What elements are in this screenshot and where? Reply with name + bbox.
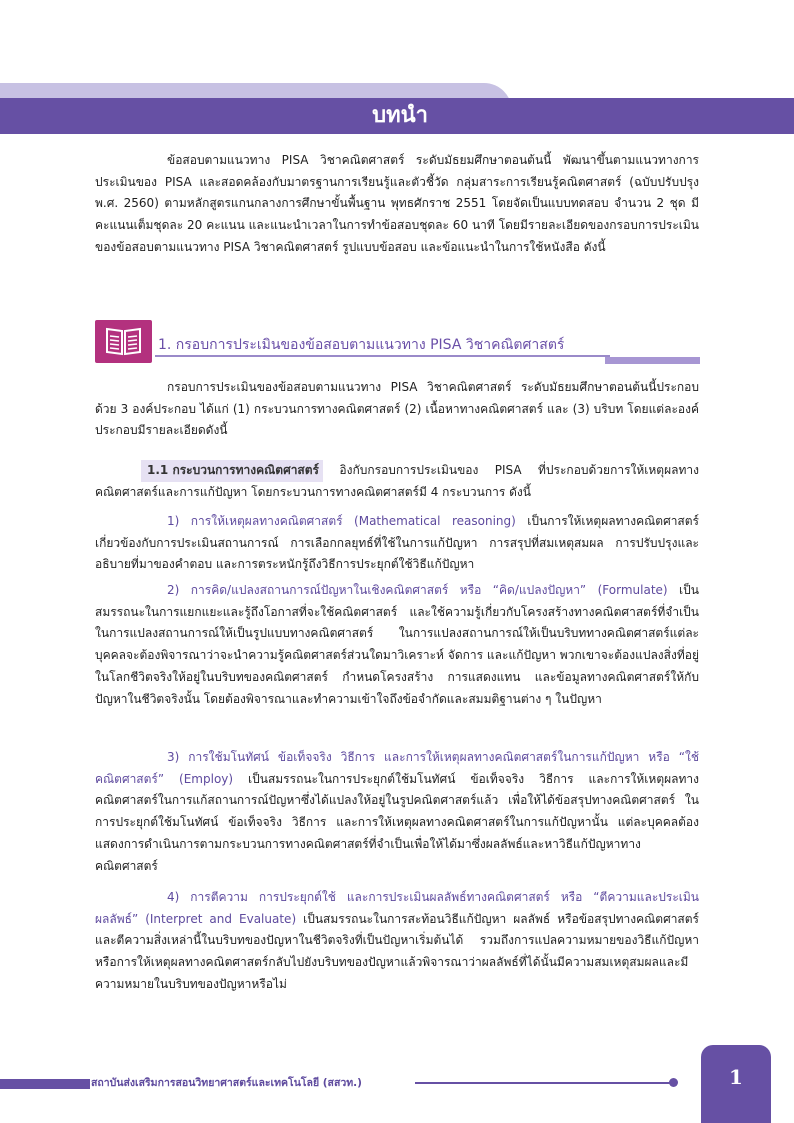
section1-paragraph bbox=[95, 377, 699, 442]
process-4-text: เป็นสมรรถนะในการสะท้อนวิธีแก้ปัญหา ผลลัพธ์ หรือข้อสรุปทางคณิตศาสตร์ และตีความสิ่งเหล่านี้ในบริบทของปัญหาในชีวิตจริงที่เป็นปัญหาเริ่มต้นได้ รวมถึงการแปลความหมายของวิธีแก้ปัญหาหรือการให้เหตุผลทางคณิตศาสตร์กลับไปยังบริบทของปัญหาแล้วพิจารณาว่าผลลัพธ์ที่ได้นั้นมีความสมเหตุสมผลและมีความหมายในบริบทของปัญหาหรือไม่ bbox=[95, 911, 699, 991]
process-2 bbox=[95, 580, 699, 710]
section1-text: กรอบการประเมินของข้อสอบตามแนวทาง PISA วิชาคณิตศาสตร์ ระดับมัธยมศึกษาตอนต้นนี้ประกอบด้วย 3 องค์ประกอบ ได้แก่ (1) กระบวนการทางคณิตศาสตร์ (2) เนื้อหาทางคณิตศาสตร์ และ (3) บริบท โดยแต่ละองค์ประกอบมีรายละเอียดดังนี้ bbox=[95, 380, 699, 438]
process-1-text: เป็นการให้เหตุผลทางคณิตศาสตร์เกี่ยวข้องกับการประเมินสถานการณ์ การเลือกกลยุทธ์ที่ใช้ในการแก้ปัญหา การสรุปที่สมเหตุสมผล การปรับปรุงและอธิบายที่มาของคำตอบ และการตระหนักรู้ถึงวิธีการประยุกต์ใช้วิธีแก้ปัญหา bbox=[95, 514, 699, 572]
process-4-heading: 4) การตีความ การประยุกต์ใช้ และการประเมินผลลัพธ์ทางคณิตศาสตร์ หรือ “ตีความและประเมินผลลัพธ์” (Interpret and Evaluate) bbox=[95, 890, 699, 926]
page-number: 1 bbox=[729, 1065, 743, 1089]
process-4 bbox=[95, 887, 699, 996]
intro-paragraph bbox=[95, 150, 699, 259]
footer-organization: สถาบันส่งเสริมการสอนวิทยาศาสตร์และเทคโนโลยี (สสวท.) bbox=[91, 1077, 362, 1089]
footer-dot bbox=[669, 1078, 678, 1087]
process-1-heading: 1) การให้เหตุผลทางคณิตศาสตร์ (Mathematical reasoning) bbox=[167, 514, 516, 528]
section-header bbox=[95, 320, 700, 368]
subsection-text: อิงกับกรอบการประเมินของ PISA ที่ประกอบด้วยการให้เหตุผลทางคณิตศาสตร์และการแก้ปัญหา โดยกระบวนการทางคณิตศาสตร์มี 4 กระบวนการ ดังนี้ bbox=[95, 463, 699, 499]
subsection-tag bbox=[141, 460, 323, 482]
intro-text: ข้อสอบตามแนวทาง PISA วิชาคณิตศาสตร์ ระดับมัธยมศึกษาตอนต้นนี้ พัฒนาขึ้นตามแนวทางการประเมินของ PISA และสอดคล้องกับมาตรฐานการเรียนรู้และตัวชี้วัด กลุ่มสาระการเรียนรู้คณิตศาสตร์ (ฉบับปรับปรุง พ.ศ. 2560) ตามหลักสูตรแกนกลางการศึกษาขั้นพื้นฐาน พุทธศักราช 2551 โดยจัดเป็นแบบทดสอบ จำนวน 2 ชุด มีคะแนนเต็มชุดละ 20 คะแนน และแนะนำเวลาในการทำข้อสอบชุดละ 60 นาที โดยมีรายละเอียดของกรอบการประเมินของข้อสอบตามแนวทาง PISA วิชาคณิตศาสตร์ รูปแบบข้อสอบ และข้อแนะนำในการใช้หนังสือ ดังนี้ bbox=[95, 153, 699, 254]
page-number-box bbox=[701, 1045, 771, 1123]
process-3 bbox=[95, 747, 699, 877]
book-icon-box bbox=[95, 320, 152, 363]
subsection-number: 1.1 bbox=[147, 463, 169, 477]
process-2-text: เป็นสมรรถนะในการแยกแยะและรู้ถึงโอกาสที่จะใช้คณิตศาสตร์ และใช้ความรู้เกี่ยวกับโครงสร้างทางคณิตศาสตร์ที่จำเป็นในการแปลงสถานการณ์ให้เป็นรูปแบบทางคณิตศาสตร์ ในการแปลงสถานการณ์ให้เป็นบริบททางคณิตศาสตร์แต่ละบุคคลจะต้องพิจารณาว่าจะนำความรู้คณิตศาสตร์ส่วนใดมาวิเคราะห์ จัดการ และแก้ปัญหา พวกเขาจะต้องแปลงสิ่งที่อยู่ในโลกชีวิตจริงให้อยู่ในบริบทของคณิตศาสตร์ กำหนดโครงสร้าง การแสดงแทน และข้อมูลทางคณิตศาสตร์ให้กับปัญหาในชีวิตจริงนั้น โดยต้องพิจารณาและทำความเข้าใจถึงข้อจำกัดและสมมติฐานต่าง ๆ ในปัญหา bbox=[95, 583, 699, 706]
footer-bar bbox=[0, 1079, 90, 1089]
subsection-title: กระบวนการทางคณิตศาสตร์ bbox=[172, 463, 319, 477]
process-1 bbox=[95, 511, 699, 576]
section-underline bbox=[155, 355, 610, 357]
section-title: 1. กรอบการประเมินของข้อสอบตามแนวทาง PISA วิชาคณิตศาสตร์ bbox=[158, 337, 565, 353]
section-underline-bar bbox=[605, 357, 700, 364]
process-2-heading: 2) การคิด/แปลงสถานการณ์ปัญหาในเชิงคณิตศาสตร์ หรือ “คิด/แปลงปัญหา” (Formulate) bbox=[167, 583, 668, 597]
open-book-icon bbox=[105, 326, 142, 357]
page-title: บทนำ bbox=[372, 103, 428, 128]
footer-line bbox=[415, 1082, 673, 1084]
process-3-heading: 3) การใช้มโนทัศน์ ข้อเท็จจริง วิธีการ และการให้เหตุผลทางคณิตศาสตร์ในการแก้ปัญหา หรือ “ใช้คณิตศาสตร์” (Employ) bbox=[95, 750, 699, 786]
subsection-1-1 bbox=[95, 460, 699, 503]
process-3-text: เป็นสมรรถนะในการประยุกต์ใช้มโนทัศน์ ข้อเท็จจริง วิธีการ และการให้เหตุผลทางคณิตศาสตร์ในการแก้สถานการณ์ปัญหาซึ่งได้แปลงให้อยู่ในรูปคณิตศาสตร์แล้ว เพื่อให้ได้ข้อสรุปทางคณิตศาสตร์ ในการประยุกต์ใช้มโนทัศน์ ข้อเท็จจริง วิธีการ และการให้เหตุผลทางคณิตศาสตร์ในการแก้ปัญหานั้น แต่ละบุคคลต้องแสดงการดำเนินการตามกระบวนการทางคณิตศาสตร์ที่จำเป็นเพื่อให้ได้มาซึ่งผลลัพธ์และหาวิธีแก้ปัญหาทางคณิตศาสตร์ bbox=[95, 771, 699, 873]
